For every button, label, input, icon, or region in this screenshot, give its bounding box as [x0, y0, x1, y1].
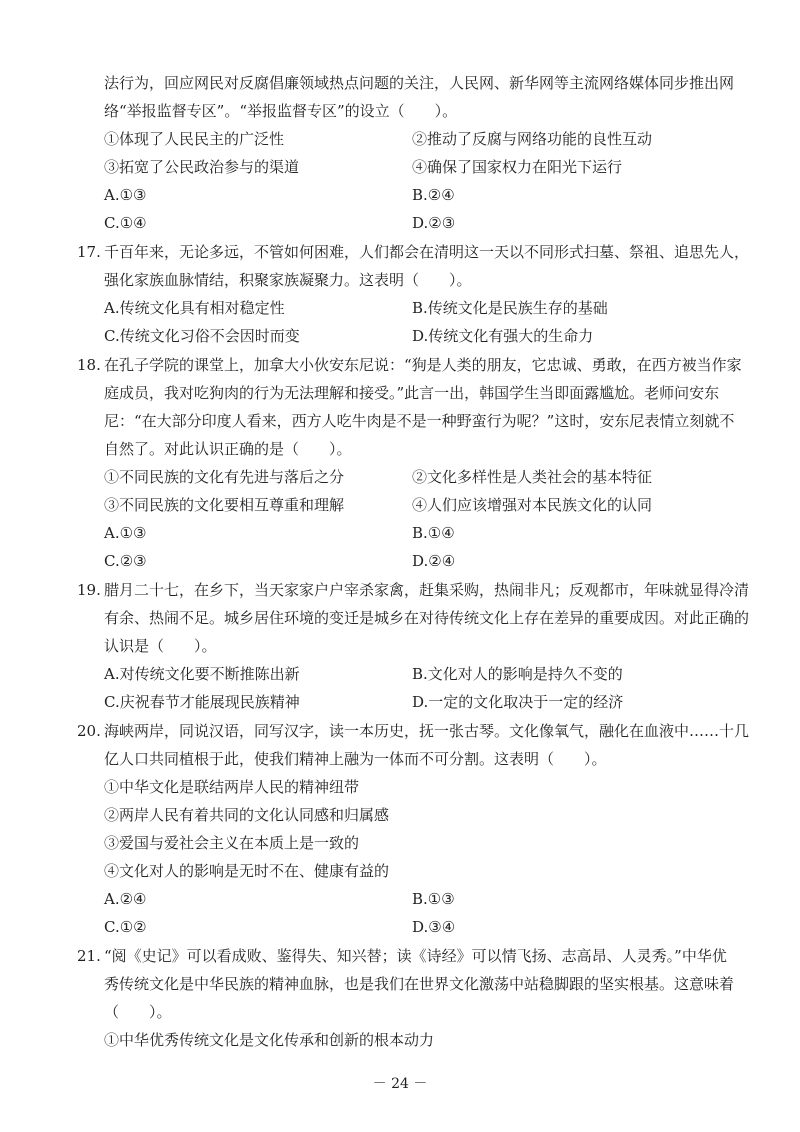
q17-number: 17. — [77, 243, 101, 261]
q17-options-row-2 — [0, 322, 800, 350]
q19-options-row-1 — [0, 660, 800, 688]
q16-option-b: B.②④ — [412, 186, 455, 204]
q19-option-c: C.庆祝春节才能展现民族精神 — [104, 693, 300, 711]
q20-item-4: ④文化对人的影响是无时不在、健康有益的 — [104, 862, 390, 880]
q16-option-a: A.①③ — [104, 186, 147, 204]
q18-option-b: B.①④ — [412, 524, 455, 542]
q16-items-row-2 — [0, 153, 800, 181]
q18-option-d: D.②④ — [412, 552, 456, 570]
q17-stem-line-1 — [0, 238, 800, 266]
q21-item-1: ①中华优秀传统文化是文化传承和创新的根本动力 — [104, 1031, 435, 1049]
q21-item-row-1 — [0, 1026, 800, 1054]
q20-option-c: C.①② — [104, 918, 147, 936]
q20-option-a: A.②④ — [104, 890, 147, 908]
q17-options-row-1 — [0, 294, 800, 322]
q19-stem-text-2: 有余、热闹不足。城乡居住环境的变迁是城乡在对待传统文化上存在差异的重要成因。对此正确的 — [104, 609, 750, 627]
q19-stem-line-1 — [0, 576, 800, 604]
q16-stem-text-1: 法行为，回应网民对反腐倡廉领域热点问题的关注，人民网、新华网等主流网络媒体同步推出网 — [104, 74, 735, 92]
q18-item-4: ④人们应该增强对本民族文化的认同 — [412, 496, 653, 514]
q19-options-row-2 — [0, 688, 800, 716]
q20-options-row-1 — [0, 885, 800, 913]
q16-stem-line-2 — [0, 97, 800, 125]
q20-item-row-1 — [0, 773, 800, 801]
q18-item-1: ①不同民族的文化有先进与落后之分 — [104, 468, 345, 486]
q18-item-3: ③不同民族的文化要相互尊重和理解 — [104, 496, 345, 514]
q18-stem-line-3 — [0, 407, 800, 435]
q20-item-3: ③爱国与爱社会主义在本质上是一致的 — [104, 834, 360, 852]
q18-option-c: C.②③ — [104, 552, 147, 570]
q18-options-row-2 — [0, 547, 800, 575]
q18-stem-line-2 — [0, 379, 800, 407]
q21-stem-text-2: 秀传统文化是中华民族的精神血脉，也是我们在世界文化激荡中站稳脚跟的坚实根基。这意味着 — [104, 975, 735, 993]
q18-stem-text-1: 在孔子学院的课堂上，加拿大小伙安东尼说：“狗是人类的朋友，它忠诚、勇敢，在西方被当作家 — [104, 356, 742, 374]
q20-stem-line-1 — [0, 717, 800, 745]
q17-stem-text-1: 千百年来，无论多远，不管如何困难，人们都会在清明这一天以不同形式扫墓、祭祖、追思先人， — [104, 243, 750, 261]
q20-stem-text-1: 海峡两岸，同说汉语，同写汉字，读一本历史，抚一张古琴。文化像氧气，融化在血液中……十几 — [104, 722, 750, 740]
q17-option-a: A.传统文化具有相对稳定性 — [104, 299, 285, 317]
q16-items-row-1 — [0, 125, 800, 153]
q18-items-row-1 — [0, 463, 800, 491]
q21-stem-line-1 — [0, 942, 800, 970]
q21-stem-text-1: “阅《史记》可以看成败、鉴得失、知兴替；读《诗经》可以情飞扬、志高昂、人灵秀。”中华优 — [104, 947, 727, 965]
q16-item-4: ④确保了国家权力在阳光下运行 — [412, 158, 623, 176]
q20-item-1: ①中华文化是联结两岸人民的精神纽带 — [104, 778, 360, 796]
q18-number: 18. — [77, 356, 101, 374]
q20-stem-line-2 — [0, 745, 800, 773]
q20-stem-text-2: 亿人口共同植根于此，使我们精神上融为一体而不可分割。这表明（ ）。 — [104, 750, 607, 768]
q19-stem-text-3: 认识是（ ）。 — [104, 637, 217, 655]
q20-item-2: ②两岸人民有着共同的文化认同感和归属感 — [104, 806, 390, 824]
q16-item-3: ③拓宽了公民政治参与的渠道 — [104, 158, 300, 176]
q18-stem-text-2: 庭成员，我对吃狗肉的行为无法理解和接受。”此言一出，韩国学生当即面露尴尬。老师问安东 — [104, 384, 720, 402]
q21-number: 21. — [77, 947, 101, 965]
q20-options-row-2 — [0, 913, 800, 941]
q16-options-row-1 — [0, 181, 800, 209]
q20-item-row-4 — [0, 857, 800, 885]
q18-option-a: A.①③ — [104, 524, 147, 542]
q20-item-row-3 — [0, 829, 800, 857]
q17-option-b: B.传统文化是民族生存的基础 — [412, 299, 608, 317]
q21-stem-line-3 — [0, 998, 800, 1026]
q18-stem-text-3: 尼：“在大部分印度人看来，西方人吃牛肉是不是一种野蛮行为呢？”这时，安东尼表情立刻就不 — [104, 412, 735, 430]
q21-stem-text-3: （ ）。 — [104, 1003, 172, 1021]
q18-stem-line-1 — [0, 351, 800, 379]
q16-options-row-2 — [0, 209, 800, 237]
q17-stem-text-2: 强化家族血脉情结，积聚家族凝聚力。这表明（ ）。 — [104, 271, 472, 289]
q16-item-1: ①体现了人民民主的广泛性 — [104, 130, 285, 148]
q16-option-c: C.①④ — [104, 214, 147, 232]
q16-stem-text-2: 络“举报监督专区”。“举报监督专区”的设立（ ）。 — [104, 102, 458, 120]
q18-stem-line-4 — [0, 435, 800, 463]
q19-stem-line-2 — [0, 604, 800, 632]
q20-item-row-2 — [0, 801, 800, 829]
q19-number: 19. — [77, 581, 101, 599]
q18-stem-text-4: 自然了。对此认识正确的是（ ）。 — [104, 440, 352, 458]
q18-items-row-2 — [0, 491, 800, 519]
q16-option-d: D.②③ — [412, 214, 456, 232]
q19-option-a: A.对传统文化要不断推陈出新 — [104, 665, 300, 683]
q20-option-d: D.③④ — [412, 918, 456, 936]
q21-stem-line-2 — [0, 970, 800, 998]
q18-item-2: ②文化多样性是人类社会的基本特征 — [412, 468, 653, 486]
q16-item-2: ②推动了反腐与网络功能的良性互动 — [412, 130, 653, 148]
q20-option-b: B.①③ — [412, 890, 455, 908]
q19-option-b: B.文化对人的影响是持久不变的 — [412, 665, 623, 683]
q19-stem-text-1: 腊月二十七，在乡下，当天家家户户宰杀家禽，赶集采购，热闹非凡；反观都市，年味就显得冷清 — [104, 581, 750, 599]
q20-number: 20. — [77, 722, 101, 740]
q19-stem-line-3 — [0, 632, 800, 660]
q17-option-c: C.传统文化习俗不会因时而变 — [104, 327, 300, 345]
q18-options-row-1 — [0, 519, 800, 547]
q17-option-d: D.传统文化有强大的生命力 — [412, 327, 594, 345]
page-number: － 24 － — [372, 1076, 428, 1092]
q17-stem-line-2 — [0, 266, 800, 294]
q16-stem-line-1 — [0, 69, 800, 97]
q19-option-d: D.一定的文化取决于一定的经济 — [412, 693, 624, 711]
